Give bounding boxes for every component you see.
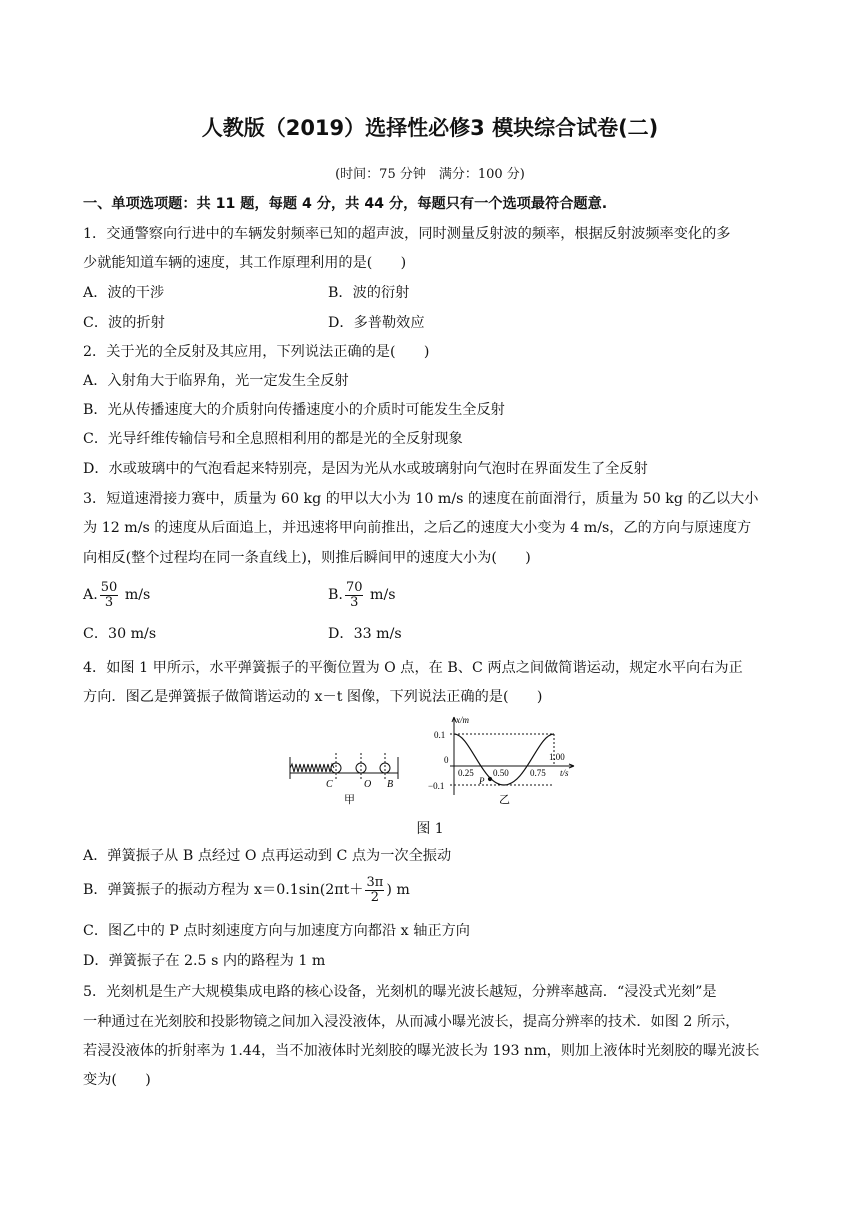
oscillator-ball-b xyxy=(380,763,390,773)
q4-option-d: D．弹簧振子在 2.5 s 内的路程为 1 m xyxy=(83,953,326,969)
spring-coil xyxy=(290,764,334,772)
q4-option-b: B．弹簧振子的振动方程为 x＝0.1sin(2πt＋ $\frac{3\pi}{2}$ ) m xyxy=(83,874,410,905)
label-c: C xyxy=(326,779,333,790)
page-title: 人教版（2019）选择性必修3 模块综合试卷(二) xyxy=(201,116,659,140)
t1-label: 0.25 xyxy=(458,768,474,778)
point-p xyxy=(488,777,491,780)
q2-option-c: C．光导纤维传输信号和全息照相利用的都是光的全反射现象 xyxy=(83,431,463,447)
y-neg-label: −0.1 xyxy=(428,781,445,791)
q4-stem-line1: 4．如图 1 甲所示，水平弹簧振子的平衡位置为 O 点，在 B、C 两点之间做简谐运动，规定水平向右为正 xyxy=(83,660,743,676)
q1-stem-line2: 少就能知道车辆的速度，其工作原理利用的是( ) xyxy=(83,255,407,271)
q4-stem-line2: 方向．图乙是弹簧振子做简谐运动的 x－t 图像，下列说法正确的是( ) xyxy=(83,689,543,705)
point-p-label: P xyxy=(479,776,485,786)
y-pos-label: 0.1 xyxy=(434,730,446,740)
origin-label: 0 xyxy=(444,755,449,765)
q3-option-c: C．30 m/s xyxy=(83,626,157,642)
oscillator-ball-o xyxy=(356,763,366,773)
oscillator-ball-c xyxy=(331,763,341,773)
t4-label: 1.00 xyxy=(549,752,565,762)
q4-option-a: A．弹簧振子从 B 点经过 O 点再运动到 C 点为一次全振动 xyxy=(83,848,452,864)
q3-option-d: D．33 m/s xyxy=(328,626,402,642)
q2-option-d: D．水或玻璃中的气泡看起来特别亮，是因为光从水或玻璃射向气泡时在界面发生了全反射 xyxy=(83,461,648,477)
q1-option-b: B．波的衍射 xyxy=(328,285,410,301)
q3-option-b: B. $\frac{70}{3}$ m/s xyxy=(328,579,396,610)
figure-1-caption: 图 1 xyxy=(416,821,444,837)
fig-right-label: 乙 xyxy=(499,793,510,806)
q1-option-c: C．波的折射 xyxy=(83,315,165,331)
exam-info: (时间：75 分钟 满分：100 分) xyxy=(335,167,525,182)
q3-stem-line1: 3．短道速滑接力赛中，质量为 60 kg 的甲以大小为 10 m/s 的速度在前面滑行，质量为 50 kg 的乙以大小 xyxy=(83,491,759,507)
q1-stem-line1: 1．交通警察向行进中的车辆发射频率已知的超声波，同时测量反射波的频率，根据反射波频率变化的多 xyxy=(83,226,731,242)
q3-option-a: A. $\frac{50}{3}$ m/s xyxy=(83,579,151,610)
q1-option-a: A．波的干涉 xyxy=(83,285,165,301)
t3-label: 0.75 xyxy=(530,768,546,778)
fraction: $\frac{70}{3}$ xyxy=(345,579,363,610)
label-o: O xyxy=(364,779,372,790)
q2-option-b: B．光从传播速度大的介质射向传播速度小的介质时可能发生全反射 xyxy=(83,402,505,418)
q5-line4: 变为( ) xyxy=(83,1072,151,1088)
q4-option-c: C．图乙中的 P 点时刻速度方向与加速度方向都沿 x 轴正方向 xyxy=(83,923,470,939)
q5-line3: 若浸没液体的折射率为 1.44，当不加液体时光刻胶的曝光波长为 193 nm，则加上液体时光刻胶的曝光波长 xyxy=(83,1043,760,1059)
q5-line1: 5．光刻机是生产大规模集成电路的核心设备，光刻机的曝光波长越短，分辨率越高．“浸没式光刻”是 xyxy=(83,984,717,1000)
fraction: $\frac{50}{3}$ xyxy=(100,579,118,610)
figure-1 xyxy=(284,713,584,813)
q3-stem-line3: 向相反(整个过程均在同一条直线上)，则推后瞬间甲的速度大小为( ) xyxy=(83,550,531,566)
y-axis-label: x/m xyxy=(456,715,469,725)
fraction: $\frac{3\pi}{2}$ xyxy=(366,874,384,905)
section-heading: 一、单项选项题：共 11 题，每题 4 分，共 44 分，每题只有一个选项最符合题意. xyxy=(83,196,608,212)
q2-stem: 2．关于光的全反射及其应用，下列说法正确的是( ) xyxy=(83,344,430,360)
spring-oscillator-diagram xyxy=(290,753,398,779)
q3-stem-line2: 为 12 m/s 的速度从后面追上，并迅速将甲向前推出，之后乙的速度大小变为 4 m/s，乙的方向与原速度方 xyxy=(83,520,752,536)
fig-left-label: 甲 xyxy=(344,793,355,806)
q5-line2: 一种通过在光刻胶和投影物镜之间加入浸没液体，从而减小曝光波长，提高分辨率的技术．如图 2 所示， xyxy=(83,1014,740,1030)
q2-option-a: A．入射角大于临界角，光一定发生全反射 xyxy=(83,373,349,389)
label-b: B xyxy=(387,779,394,790)
q1-option-d: D．多普勒效应 xyxy=(328,315,425,331)
t-axis-label: t/s xyxy=(560,768,569,778)
figure-1-drawing xyxy=(284,713,584,809)
t2-label: 0.50 xyxy=(493,768,509,778)
